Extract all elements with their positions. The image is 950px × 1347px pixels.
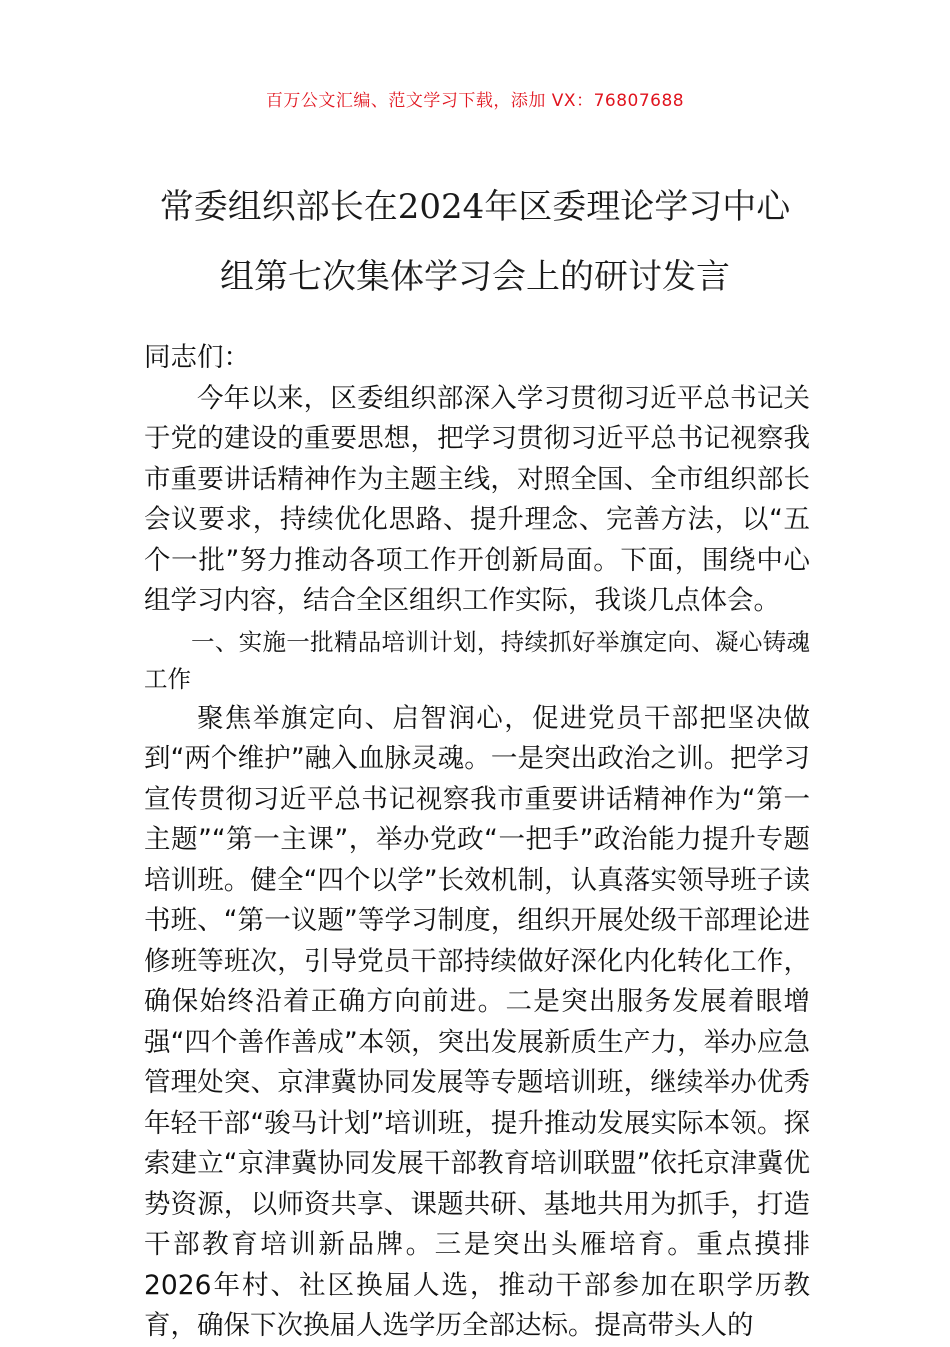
watermark-text: 百万公文汇编、范文学习下载，添加 VX：76807688 <box>265 91 685 111</box>
paragraph-intro: 今年以来，区委组织部深入学习贯彻习近平总书记关于党的建设的重要思想，把学习贯彻习近平总书记视察我市重要讲话精神作为主题主线，对照全国、全市组织部长会议要求，持续优化思路、提升理念、完善方法，以“五个一批”努力推动各项工作开创新局面。下面，围绕中心组学习内容，结合全区组织工作实际，我谈几点体会。 <box>144 382 810 616</box>
paragraph-section-1: 聚焦举旗定向、启智润心，促进党员干部把坚决做到“两个维护”融入血脉灵魂。一是突出政治之训。把学习宣传贯彻习近平总书记视察我市重要讲话精神作为“第一主题”“第一主课”，举办党政“一把手”政治能力提升专题培训班。健全“四个以学”长效机制，认真落实领导班子读书班、“第一议题”等学习制度，组织开展处级干部理论进修班等班次，引导党员干部持续做好深化内化转化工作，确保始终沿着正确方向前进。二是突出服务发展着眼增强“四个善作善成”本领，突出发展新质生产力，举办应急管理处突、京津冀协同发展等专题培训班，继续举办优秀年轻干部“骏马计划”培训班，提升推动发展实际本领。探索建立“京津冀协同发展干部教育培训联盟”依托京津冀优势资源，以师资共享、课题共研、基地共用为抓手，打造干部教育培训新品牌。三是突出头雁培育。重点摸排2026年村、社区换届人选，推动干部参加在职学历教育，确保下次换届人选学历全部达标。提高带头人的 <box>144 702 810 1341</box>
document-title <box>120 172 830 312</box>
title-line-1: 常委组织部长在2024年区委理论学习中心 <box>159 187 791 227</box>
title-line-2: 组第七次集体学习会上的研讨发言 <box>220 257 730 297</box>
section-heading-1: 一、实施一批精品培训计划，持续抓好举旗定向、凝心铸魂工作 <box>144 627 810 693</box>
salutation: 同志们： <box>144 342 250 373</box>
document-body <box>144 338 810 1347</box>
